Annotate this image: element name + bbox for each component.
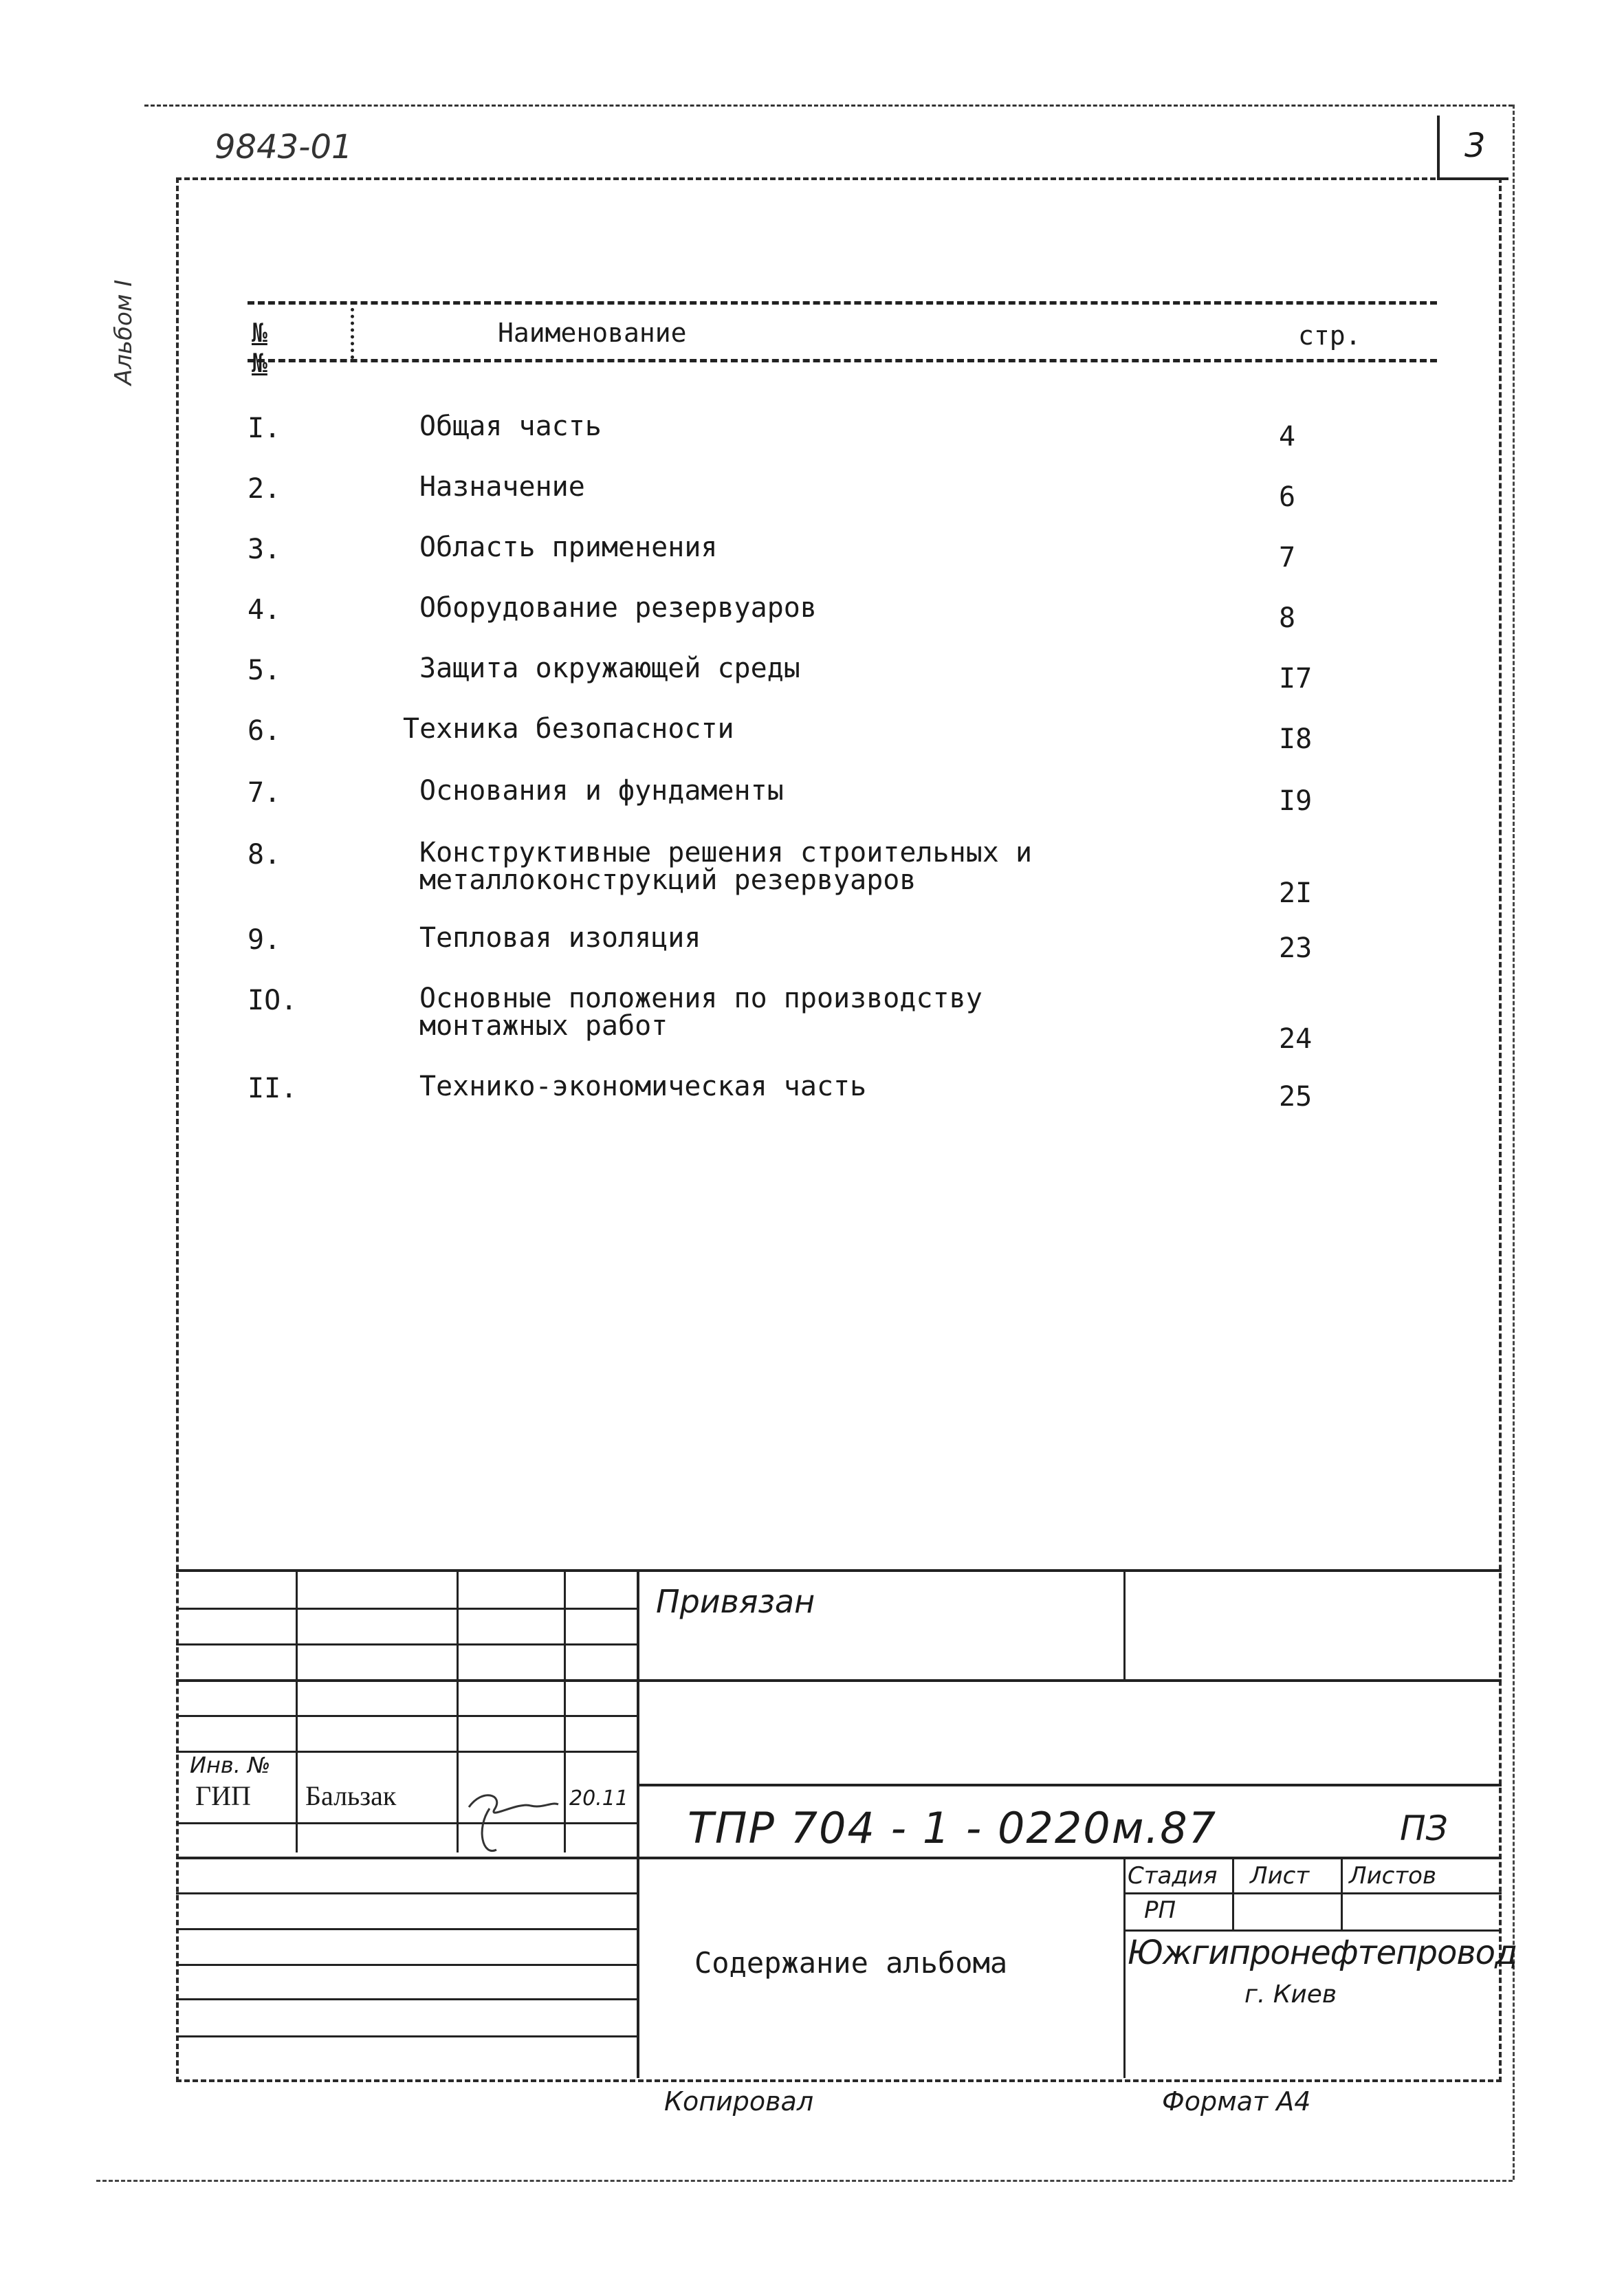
toc-item-number: 8. <box>248 839 281 871</box>
toc-item-page: 6 <box>1279 481 1296 513</box>
toc-item-page: 23 <box>1279 932 1313 964</box>
stamp-line <box>564 1569 566 1852</box>
toc-item-page: I7 <box>1279 663 1313 695</box>
stamp-line <box>637 1569 639 2078</box>
toc-col-title: Наименование <box>498 318 687 348</box>
stamp-line <box>176 1892 637 1894</box>
toc-item-number: I. <box>248 413 281 444</box>
toc-row <box>248 413 1375 468</box>
toc-item-page: 8 <box>1279 602 1296 634</box>
organization: Южгипронефтепровод <box>1128 1934 1517 1972</box>
toc-item-number: 2. <box>248 473 281 505</box>
toc-item-page: 4 <box>1279 421 1296 452</box>
stamp-line <box>176 1715 637 1717</box>
toc-item-page: 7 <box>1279 542 1296 573</box>
stamp-line <box>457 1569 459 1852</box>
toc-item-number: 4. <box>248 594 281 626</box>
document-designation: ТПР 704 - 1 - 0220м.87 <box>688 1803 1218 1853</box>
document-title: Содержание альбома <box>694 1946 1008 1980</box>
toc-item-title: Конструктивные решения строительных и металлоконструкций резервуаров <box>419 837 1033 896</box>
toc-header-rule <box>248 359 1437 362</box>
stamp-line <box>176 1822 637 1824</box>
engineer-name: Бальзак <box>305 1780 397 1811</box>
toc-row <box>248 777 1375 832</box>
stamp-line <box>1123 1857 1126 2078</box>
sheet-bottom-edge <box>96 2180 1513 2182</box>
stamp-line <box>1123 1892 1502 1894</box>
role-label: ГИП <box>195 1780 251 1811</box>
stamp-line <box>176 1679 1502 1682</box>
toc-row <box>248 985 1375 1067</box>
stamp-line <box>1341 1857 1343 1929</box>
toc-item-page: I9 <box>1279 785 1313 817</box>
stamp-line <box>176 1643 637 1646</box>
stamp-line <box>1123 1929 1502 1932</box>
toc-item-title: Назначение <box>419 471 585 503</box>
stamp-line <box>176 1608 637 1610</box>
toc-row <box>248 1073 1375 1128</box>
stage-value: РП <box>1144 1896 1176 1924</box>
stamp-line <box>176 1998 637 2000</box>
toc-row <box>248 924 1375 979</box>
toc-item-number: 6. <box>248 715 281 747</box>
toc-row <box>248 655 1375 710</box>
toc-item-title: Общая часть <box>419 411 602 442</box>
stage-label: Стадия <box>1128 1862 1218 1890</box>
bound-label: Привязан <box>656 1583 815 1620</box>
copied-label: Копировал <box>664 2086 814 2117</box>
toc-item-title: Защита окружающей среды <box>419 653 800 684</box>
toc-row <box>248 715 1375 770</box>
city: г. Киев <box>1244 1980 1337 2009</box>
sheet-top-edge <box>144 105 1513 107</box>
stamp-line <box>637 1784 1502 1786</box>
toc-row <box>248 839 1375 921</box>
stamp-line <box>176 1964 637 1966</box>
toc-item-page: 24 <box>1279 1023 1313 1055</box>
toc-item-title: Область применения <box>419 532 718 563</box>
toc-col-number: №№ <box>252 318 267 378</box>
document-type: ПЗ <box>1400 1808 1448 1848</box>
sheet-label: Лист <box>1250 1862 1310 1890</box>
stamp-line <box>176 1928 637 1930</box>
toc-item-title: Технико-экономическая часть <box>419 1071 867 1102</box>
sheet-number: 3 <box>1464 127 1486 165</box>
toc-row <box>248 534 1375 589</box>
toc-item-page: 25 <box>1279 1081 1313 1113</box>
stamp-line <box>1123 1569 1126 1679</box>
toc-item-number: 7. <box>248 777 281 809</box>
stamp-line <box>1232 1857 1234 1929</box>
document-code: 9843-01 <box>215 128 353 166</box>
toc-col-divider <box>351 301 354 359</box>
toc-col-page: стр. <box>1298 320 1361 351</box>
toc-item-number: IO. <box>248 985 298 1016</box>
toc-item-number: II. <box>248 1073 298 1104</box>
toc-item-title: Основания и фундаменты <box>419 775 784 807</box>
toc-row <box>248 594 1375 649</box>
toc-item-page: 2I <box>1279 877 1313 909</box>
sheets-label: Листов <box>1349 1862 1437 1890</box>
toc-item-title: Техника безопасности <box>403 713 734 745</box>
stamp-line <box>176 2035 637 2037</box>
inventory-label: Инв. № <box>190 1752 271 1778</box>
sign-date: 20.11 <box>569 1786 628 1811</box>
stamp-line <box>176 1569 1502 1572</box>
toc-item-number: 9. <box>248 924 281 956</box>
toc-row <box>248 473 1375 528</box>
signature-icon <box>462 1781 562 1863</box>
toc-item-title: Оборудование резервуаров <box>419 592 817 624</box>
sheet-right-edge <box>1513 105 1515 2180</box>
format-label: Формат А4 <box>1162 2086 1311 2117</box>
toc-item-title: Основные положения по производству монтажных работ <box>419 983 983 1042</box>
toc-item-title: Тепловая изоляция <box>419 922 701 954</box>
toc-top-rule <box>248 301 1437 305</box>
toc-item-number: 5. <box>248 655 281 686</box>
toc-item-number: 3. <box>248 534 281 565</box>
toc-item-page: I8 <box>1279 723 1313 755</box>
stamp-line <box>296 1569 298 1852</box>
margin-note: Альбом I <box>110 279 138 385</box>
stamp-line <box>176 1857 1502 1859</box>
